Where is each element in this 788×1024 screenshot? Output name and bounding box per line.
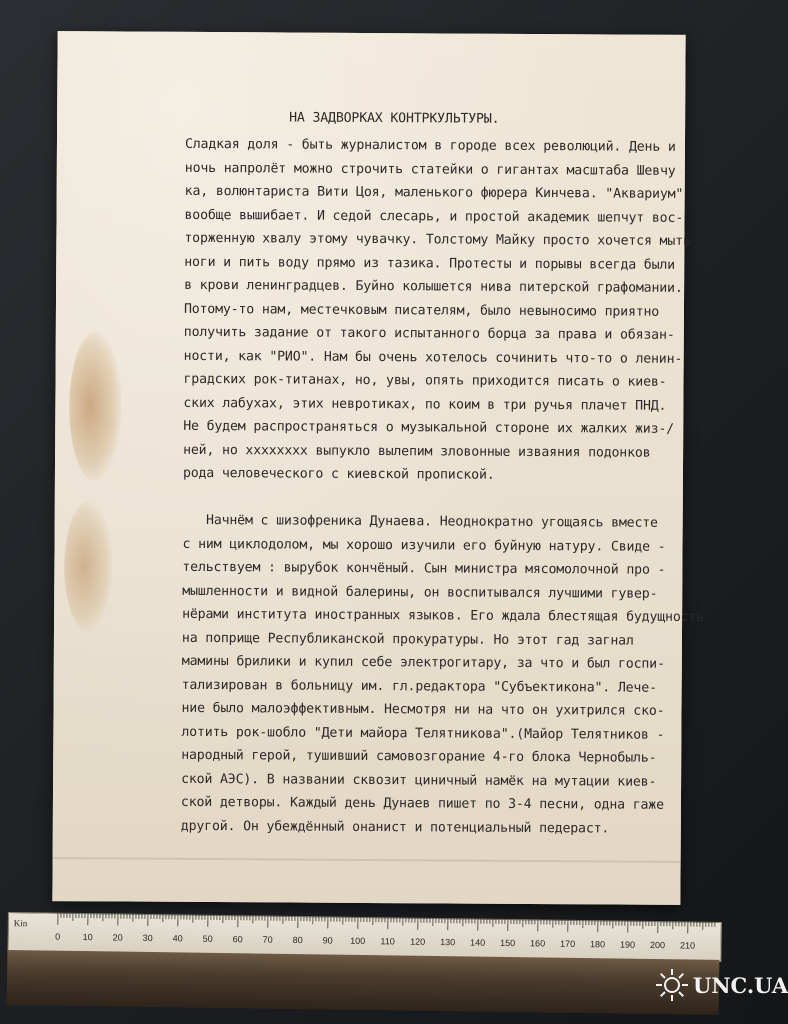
text-line: Начнём с шизофреника Дунаева. Неоднократно угощаясь вместе xyxy=(182,512,658,531)
ruler-tick-label: 60 xyxy=(232,934,243,945)
text-line: народный герой, тушивший самовозгорание 4-го блока Чернобыль- xyxy=(181,747,657,766)
measuring-ruler xyxy=(7,912,720,1017)
text-line: ка, волюнтариста Вити Цоя, маленького фюрера Кинчева. "Аквариум" xyxy=(184,183,684,202)
ruler-tick-label: 10 xyxy=(82,932,93,943)
ruler-tick-label: 100 xyxy=(350,935,366,946)
ruler-tick-label: 160 xyxy=(530,938,546,949)
text-line: мышленности и видной балерины, он воспитывался лучшими гувер- xyxy=(182,583,658,602)
text-line: градских рок-титанах, но, увы, опять приходится писать о киев- xyxy=(183,371,667,390)
text-line: другой. Он убеждённый онанист и потенциальный педераст. xyxy=(180,818,610,836)
text-line: Не будем распространяться о музыкальной стороне их жалких жиз-/ xyxy=(183,418,675,437)
text-line: мамины брилики и купил себе электрогитару, за что и был госпи- xyxy=(181,653,665,672)
text-line: рода человеческого с киевской пропиской. xyxy=(182,465,495,483)
ruler-tick-label: 90 xyxy=(322,935,333,946)
text-line: ноги и пить воду прямо из тазика. Протесты и порывы всегда были xyxy=(184,254,676,273)
fold-crease xyxy=(53,857,681,863)
ruler-tick-label: 190 xyxy=(620,939,636,950)
watermark xyxy=(655,968,788,1002)
sun-logo-icon xyxy=(655,968,689,1002)
ruler-tick-label: 110 xyxy=(380,936,395,947)
text-line: лотить рок-шобло "Дети майора Телятникова".(Майор Телятников - xyxy=(181,724,665,743)
text-line: Потому-то нам, местечковым писателям, было невыносимо приятно xyxy=(183,301,660,320)
text-line: торженную хвалу этому чувачку. Толстому Майку просто хочется мыть xyxy=(184,230,691,249)
ruler-tick-label: 130 xyxy=(440,937,456,948)
ruler-tick-label: 170 xyxy=(560,938,576,949)
ruler-tick-label: 140 xyxy=(470,937,486,948)
ruler-tick-label: 150 xyxy=(500,937,516,949)
ruler-tick-label: 0 xyxy=(55,931,61,942)
ruler-tick-label: 30 xyxy=(142,932,153,944)
text-line: ней, но xxxxxxxx выпукло вылепим зловонные изваяния подонков xyxy=(183,442,651,461)
text-line: с ним циклодолом, мы хорошо изучили его буйную натуру. Свиде - xyxy=(182,536,666,555)
watermark-text: UNC.UA xyxy=(693,972,788,998)
ruler-tick-label: 40 xyxy=(172,933,183,944)
water-stain xyxy=(69,331,122,481)
text-line: нёрами института иностранных языков. Его ждала блестящая будущность xyxy=(182,606,705,626)
text-line: ской АЭС). В названии сквозит циничный намёк на мутации киев- xyxy=(181,771,657,790)
text-line: тельствуем : вырубок кончёный. Сын министра мясомолочной про - xyxy=(182,559,666,578)
ruler-tick-label: 20 xyxy=(112,932,123,943)
text-line: Сладкая доля - быть журналистом в городе всех революций. День и xyxy=(184,136,676,155)
ruler-tick-label: 50 xyxy=(202,933,213,944)
ruler-tick-label: 70 xyxy=(262,934,273,945)
text-line: ночь напролёт можно строчить статейки о гигантах масштаба Шевчу - xyxy=(184,160,692,179)
water-stain xyxy=(64,501,113,631)
typewritten-text xyxy=(57,31,705,836)
text-line: ских лабухах, этих невротиках, по коим в три ручья плачет ПНД. xyxy=(183,395,667,414)
text-line: получить задание от такого испытанного борца за права и обязан- xyxy=(183,324,675,343)
ruler-tick-label: 80 xyxy=(292,934,303,946)
ruler-tick-label: 120 xyxy=(410,936,426,947)
text-line: в крови ленинградцев. Буйно колышется нива питерской графомании. xyxy=(184,277,683,296)
document-page xyxy=(52,31,705,905)
document-title: НА ЗАДВОРКАХ КОНТРКУЛЬТУРЫ. xyxy=(289,110,500,127)
ruler-brand: Kin xyxy=(13,918,28,929)
text-line: ности, как "РИО". Нам бы очень хотелось сочинить что-то о ленин- xyxy=(183,348,683,367)
ruler-tick-label: 210 xyxy=(680,940,696,951)
ruler-tick-label: 200 xyxy=(650,939,666,951)
ruler-tick-label: 180 xyxy=(590,939,606,950)
text-line: ние было малоэффективным. Несмотря ни на что он ухитрился ско- xyxy=(181,700,665,719)
text-line: на поприще Республиканской прокуратуры. Но этот гад загнал xyxy=(181,630,634,649)
text-line: ской детворы. Каждый день Дунаев пишет по 3-4 песни, одна гаже xyxy=(180,794,664,813)
text-line: тализирован в больницу им. гл.редактора "Субъектикона". Лече- xyxy=(181,677,657,696)
text-line: вообще вышибает. И седой слесарь, и простой академик шепчут вос- xyxy=(184,207,684,226)
